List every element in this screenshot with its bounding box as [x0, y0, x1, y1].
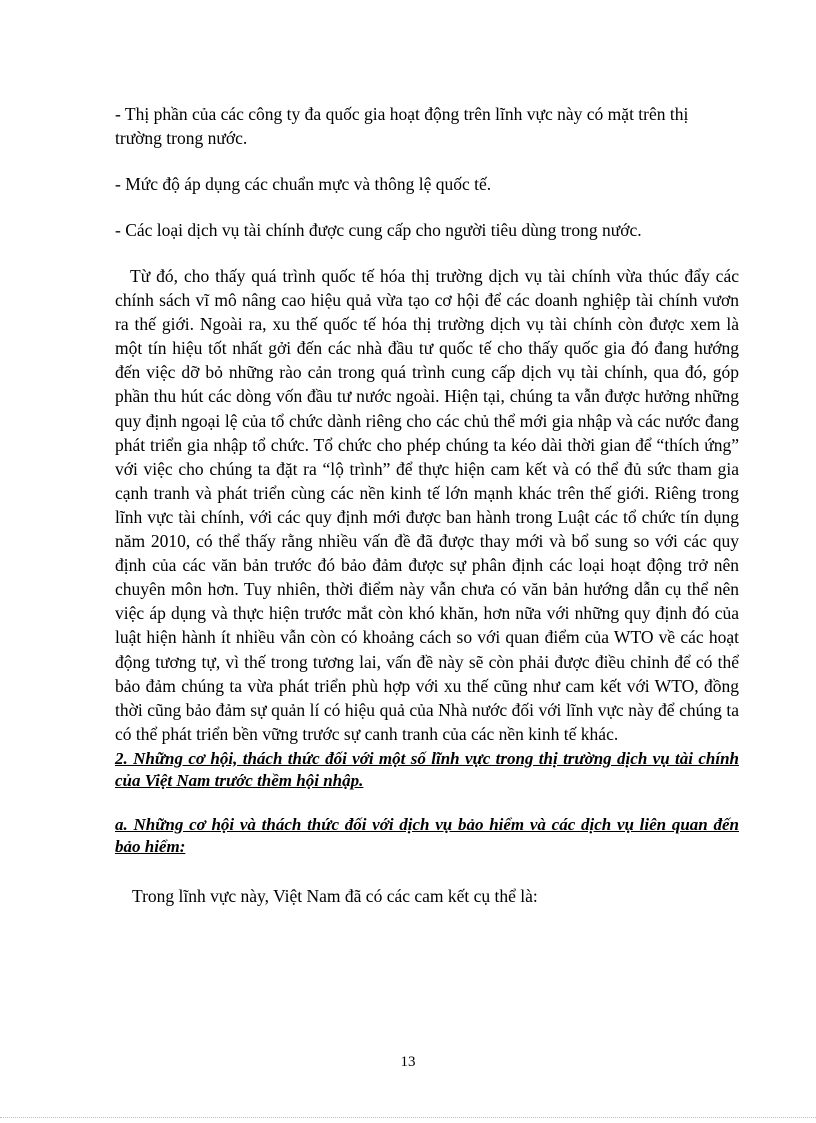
page-content	[115, 102, 739, 908]
body-paragraph: Từ đó, cho thấy quá trình quốc tế hóa thị trường dịch vụ tài chính vừa thúc đẩy các chính sách vĩ mô nâng cao hiệu quả vừa tạo cơ hội để các doanh nghiệp tài chính vươn ra thế giới. Ngoài ra, xu thế quốc tế hóa thị trường dịch vụ tài chính còn được xem là một tín hiệu tốt nhất gởi đến các nhà đầu tư quốc tế cho thấy quốc gia đó đang hướng đến việc dỡ bỏ những rào cản trong quá trình cung cấp dịch vụ tài chính, qua đó, góp phần thu hút các dòng vốn đầu tư nước ngoài. Hiện tại, chúng ta vẫn được hưởng những quy định ngoại lệ của tổ chức dành riêng cho các chủ thể mới gia nhập và các nước đang phát triển gia nhập tổ chức. Tổ chức cho phép chúng ta kéo dài thời gian để “thích ứng” với việc cho chúng ta đặt ra “lộ trình” để thực hiện cam kết và có thể đủ sức tham gia cạnh tranh và phát triển cùng các nền kinh tế lớn mạnh khác trên thế giới. Riêng trong lĩnh vực tài chính, với các quy định mới được ban hành trong Luật các tổ chức tín dụng năm 2010, có thể thấy rằng nhiều vấn đề đã được thay mới và bổ sung so với các quy định của các văn bản trước đó bảo đảm được sự phân định các loại hoạt động trở nên chuyên môn hơn. Tuy nhiên, thời điểm này vẫn chưa có văn bản hướng dẫn cụ thể nên việc áp dụng và thực hiện trước mắt còn khó khăn, hơn nữa với những quy định đó của luật hiện hành ít nhiều vẫn còn có khoảng cách so với quan điểm của WTO về các hoạt động tương tự, vì thế trong tương lai, vấn đề này sẽ còn phải được điều chỉnh để có thể bảo đảm chúng ta vừa phát triển phù hợp với xu thế cũng như cam kết với WTO, đồng thời cũng bảo đảm sự quản lí có hiệu quả của Nhà nước đối với lĩnh vực này để chúng ta có thể phát triển bền vững trước sự canh tranh của các nền kinh tế khác.	[115, 266, 739, 744]
page-number: 13	[400, 1054, 416, 1070]
intro-sentence: Trong lĩnh vực này, Việt Nam đã có các cam kết cụ thể là:	[132, 885, 538, 906]
bullet-foreign-market-share: - Thị phần của các công ty đa quốc gia hoạt động trên lĩnh vực này có mặt trên thị trường trong nước.	[115, 104, 689, 148]
bullet-financial-services-types: - Các loại dịch vụ tài chính được cung cấp cho người tiêu dùng trong nước.	[115, 220, 642, 240]
page-bottom-dotted-rule	[0, 1117, 816, 1118]
section-heading-2: 2. Những cơ hội, thách thức đối với một số lĩnh vực trong thị trường dịch vụ tài chính của Việt Nam trước thềm hội nhập.	[115, 748, 739, 791]
bullet-international-standards: - Mức độ áp dụng các chuẩn mực và thông lệ quốc tế.	[115, 174, 492, 194]
subsection-heading-a: a. Những cơ hội và thách thức đối với dịch vụ bảo hiểm và các dịch vụ liên quan đến bảo hiểm:	[115, 814, 739, 857]
